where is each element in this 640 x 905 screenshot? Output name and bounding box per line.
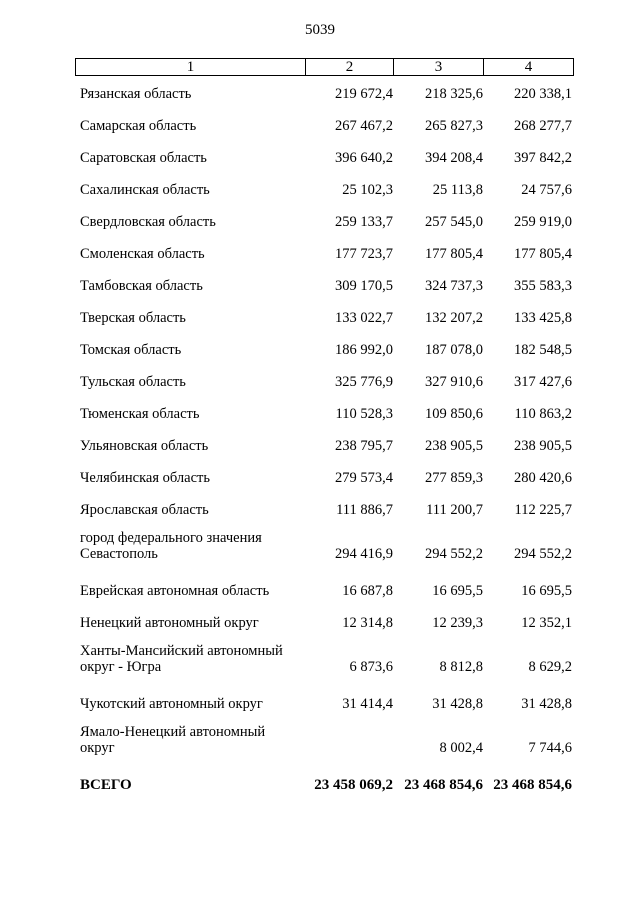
value-col-2: 186 992,0	[335, 342, 393, 358]
table-row	[75, 208, 573, 240]
table-row	[75, 400, 573, 432]
region-name	[80, 583, 305, 599]
region-name-line: Рязанская область	[80, 86, 192, 102]
table-row	[75, 336, 573, 368]
value-col-4: 355 583,3	[514, 278, 572, 294]
value-col-2: 238 795,7	[335, 438, 393, 454]
value-col-3: 12 239,3	[432, 615, 483, 631]
value-col-2: 133 022,7	[335, 310, 393, 326]
value-col-3: 31 428,8	[432, 696, 483, 712]
table-row	[75, 577, 573, 609]
region-name-line: Тюменская область	[80, 406, 200, 422]
table-row	[75, 176, 573, 208]
total-value-col-3: 23 468 854,6	[404, 777, 483, 793]
column-header-4: 4	[484, 59, 574, 76]
region-name	[80, 278, 305, 294]
region-name	[80, 214, 305, 230]
table-row	[75, 528, 573, 577]
region-name-line: округ	[80, 740, 115, 756]
table-body	[75, 80, 573, 803]
region-name-line: Тамбовская область	[80, 278, 203, 294]
total-row	[75, 771, 573, 803]
table-row	[75, 496, 573, 528]
value-col-4: 31 428,8	[521, 696, 572, 712]
table-row	[75, 690, 573, 722]
value-col-2: 219 672,4	[335, 86, 393, 102]
value-col-2: 309 170,5	[335, 278, 393, 294]
table-header	[75, 58, 574, 76]
value-col-4: 112 225,7	[514, 502, 572, 518]
value-col-2: 16 687,8	[342, 583, 393, 599]
value-col-3: 394 208,4	[425, 150, 483, 166]
value-col-4: 220 338,1	[514, 86, 572, 102]
value-col-4: 133 425,8	[514, 310, 572, 326]
region-name-line: Саратовская область	[80, 150, 207, 166]
column-header-3: 3	[394, 59, 484, 76]
value-col-3: 177 805,4	[425, 246, 483, 262]
value-col-3: 109 850,6	[425, 406, 483, 422]
value-col-3: 218 325,6	[425, 86, 483, 102]
region-name	[80, 406, 305, 422]
region-name	[80, 182, 305, 198]
region-name-line: Челябинская область	[80, 470, 210, 486]
value-col-4: 182 548,5	[514, 342, 572, 358]
region-name-line: Самарская область	[80, 118, 197, 134]
table-row	[75, 464, 573, 496]
table-row	[75, 112, 573, 144]
region-name	[80, 502, 305, 518]
value-col-2: 259 133,7	[335, 214, 393, 230]
value-col-3: 265 827,3	[425, 118, 483, 134]
total-value-col-4: 23 468 854,6	[493, 777, 572, 793]
table-row	[75, 80, 573, 112]
region-name	[80, 470, 305, 486]
region-name-line: округ - Югра	[80, 659, 162, 675]
value-col-4: 12 352,1	[521, 615, 572, 631]
value-col-3: 294 552,2	[425, 546, 483, 562]
region-name-line: Чукотский автономный округ	[80, 696, 263, 712]
region-name-line: город федерального значения	[80, 530, 262, 546]
value-col-4: 268 277,7	[514, 118, 572, 134]
value-col-4: 317 427,6	[514, 374, 572, 390]
column-header-1: 1	[76, 59, 306, 76]
value-col-4: 110 863,2	[514, 406, 572, 422]
value-col-4: 397 842,2	[514, 150, 572, 166]
value-col-4: 294 552,2	[514, 546, 572, 562]
region-name-line: Томская область	[80, 342, 182, 358]
region-name	[80, 118, 305, 134]
region-name	[80, 643, 305, 675]
value-col-3: 324 737,3	[425, 278, 483, 294]
region-name	[80, 696, 305, 712]
value-col-2: 396 640,2	[335, 150, 393, 166]
region-name	[80, 530, 305, 562]
value-col-2: 12 314,8	[342, 615, 393, 631]
value-col-2: 31 414,4	[342, 696, 393, 712]
table-row	[75, 432, 573, 464]
table-row	[75, 240, 573, 272]
value-col-4: 280 420,6	[514, 470, 572, 486]
column-header-2: 2	[306, 59, 394, 76]
value-col-2: 6 873,6	[349, 659, 393, 675]
value-col-2: 177 723,7	[335, 246, 393, 262]
value-col-3: 277 859,3	[425, 470, 483, 486]
table-row	[75, 722, 573, 771]
value-col-3: 238 905,5	[425, 438, 483, 454]
table-row	[75, 304, 573, 336]
value-col-4: 259 919,0	[514, 214, 572, 230]
table-row	[75, 368, 573, 400]
value-col-4: 238 905,5	[514, 438, 572, 454]
region-name	[80, 246, 305, 262]
region-name	[80, 374, 305, 390]
page-number: 5039	[305, 22, 335, 38]
region-name-line: Ненецкий автономный округ	[80, 615, 259, 631]
region-name-line: Ярославская область	[80, 502, 209, 518]
value-col-3: 327 910,6	[425, 374, 483, 390]
value-col-4: 7 744,6	[528, 740, 572, 756]
value-col-4: 8 629,2	[528, 659, 572, 675]
value-col-2: 110 528,3	[335, 406, 393, 422]
region-name	[80, 310, 305, 326]
value-col-3: 16 695,5	[432, 583, 483, 599]
region-name-line: Сахалинская область	[80, 182, 210, 198]
region-name	[80, 438, 305, 454]
region-name-line: Тульская область	[80, 374, 186, 390]
value-col-4: 177 805,4	[514, 246, 572, 262]
value-col-2: 279 573,4	[335, 470, 393, 486]
value-col-3: 257 545,0	[425, 214, 483, 230]
region-name-line: Свердловская область	[80, 214, 216, 230]
table-row	[75, 641, 573, 690]
value-col-4: 16 695,5	[521, 583, 572, 599]
region-name	[80, 615, 305, 631]
total-label: ВСЕГО	[80, 777, 132, 793]
value-col-3: 25 113,8	[432, 182, 483, 198]
region-name-line: Севастополь	[80, 546, 158, 562]
region-name-line: Тверская область	[80, 310, 186, 326]
value-col-3: 111 200,7	[426, 502, 483, 518]
region-name-line: Ханты-Мансийский автономный	[80, 643, 283, 659]
region-name-line: Еврейская автономная область	[80, 583, 270, 599]
table-row	[75, 609, 573, 641]
value-col-2: 325 776,9	[335, 374, 393, 390]
value-col-4: 24 757,6	[521, 182, 572, 198]
value-col-2: 25 102,3	[342, 182, 393, 198]
region-name	[80, 724, 305, 756]
region-name	[80, 86, 305, 102]
total-value-col-2: 23 458 069,2	[314, 777, 393, 793]
value-col-3: 8 812,8	[439, 659, 483, 675]
table-row	[75, 144, 573, 176]
region-name-line: Ульяновская область	[80, 438, 209, 454]
region-name	[80, 342, 305, 358]
value-col-3: 187 078,0	[425, 342, 483, 358]
value-col-3: 8 002,4	[439, 740, 483, 756]
region-name-line: Ямало-Ненецкий автономный	[80, 724, 266, 740]
table-row	[75, 272, 573, 304]
region-name	[80, 150, 305, 166]
region-name-line: Смоленская область	[80, 246, 205, 262]
value-col-3: 132 207,2	[425, 310, 483, 326]
value-col-2: 267 467,2	[335, 118, 393, 134]
value-col-2: 111 886,7	[336, 502, 393, 518]
value-col-2: 294 416,9	[335, 546, 393, 562]
